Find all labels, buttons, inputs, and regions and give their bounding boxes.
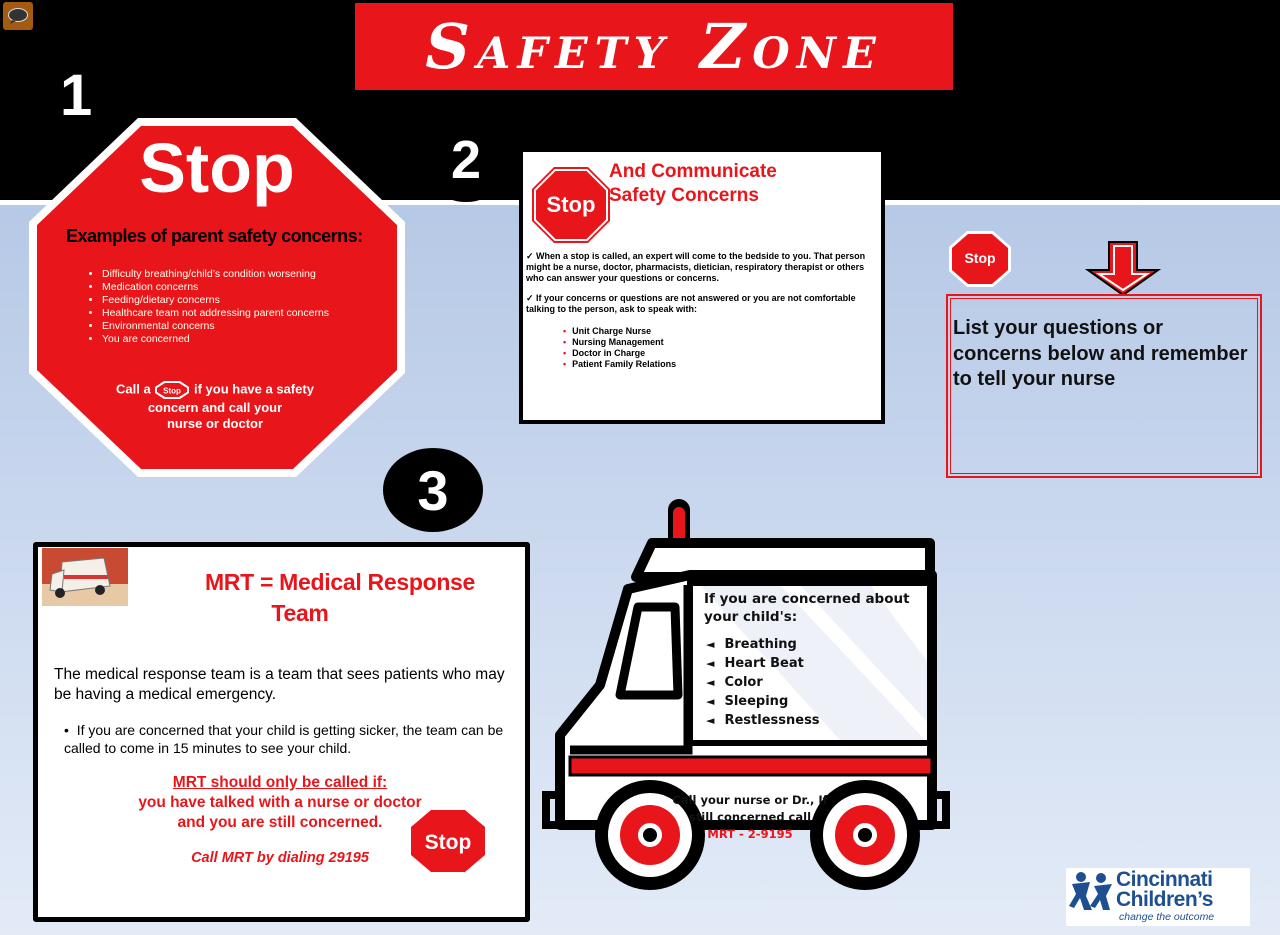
call-line3: nurse or doctor bbox=[166, 416, 264, 431]
step-badge-2 bbox=[420, 118, 512, 202]
heading-line: And Communicate bbox=[609, 161, 777, 182]
mrt-number: MRT - 2-9195 bbox=[707, 827, 793, 841]
logo-name-line2: Children’s bbox=[1116, 888, 1213, 911]
list-item: ◄ Sleeping bbox=[706, 692, 820, 711]
call-prefix: Call a bbox=[116, 381, 151, 397]
mrt-stop-label: Stop bbox=[424, 831, 472, 854]
mrt-conditions bbox=[110, 773, 450, 833]
title-banner bbox=[355, 3, 953, 90]
down-arrow-icon bbox=[1085, 240, 1161, 296]
ambulance-concern-text bbox=[704, 590, 910, 626]
call-line: Call your nurse or Dr., If bbox=[672, 793, 828, 807]
step-badge-3 bbox=[383, 448, 483, 532]
list-item: • Nursing Management bbox=[563, 337, 676, 348]
contacts-list bbox=[563, 326, 676, 370]
comment-button[interactable] bbox=[3, 2, 33, 30]
logo-tagline: change the outcome bbox=[1119, 911, 1215, 923]
toy-ambulance-photo bbox=[42, 548, 128, 606]
concern-line: your child's: bbox=[704, 609, 798, 625]
panel2-stop-label: Stop bbox=[546, 192, 596, 217]
call-stop-instruction bbox=[110, 380, 320, 432]
communicate-heading bbox=[609, 160, 777, 208]
condition-line: and you are still concerned. bbox=[177, 814, 383, 831]
call-suffix: if you have a safety bbox=[193, 381, 314, 397]
concern-line: If you are concerned about bbox=[704, 591, 910, 607]
ambulance-call-text bbox=[665, 792, 835, 843]
escalation-paragraph: ✓ If your concerns or questions are not answered or you are not comfortable talking to the person, ask to speak with: bbox=[526, 293, 856, 314]
list-item: • Patient Family Relations bbox=[563, 359, 676, 370]
list-item: • Difficulty breathing/child’s condition worsening bbox=[102, 268, 329, 281]
step-number-3: 3 bbox=[417, 458, 449, 522]
mrt-dial-instruction: Call MRT by dialing 29195 bbox=[191, 850, 369, 866]
mini-stop-label: Stop bbox=[163, 386, 182, 396]
logo-figures-icon bbox=[1068, 870, 1114, 914]
speech-bubble-icon bbox=[7, 7, 29, 25]
logo-name-line1: Cincinnati bbox=[1116, 868, 1213, 891]
conditions-heading: MRT should only be called if: bbox=[172, 774, 388, 791]
mini-stop-sign bbox=[154, 380, 190, 400]
right-stop-sign bbox=[948, 230, 1012, 288]
list-item: • Doctor in Charge bbox=[563, 348, 676, 359]
mrt-title bbox=[160, 567, 520, 629]
list-item: • Healthcare team not addressing parent concerns bbox=[102, 307, 329, 320]
list-item: ◄ Breathing bbox=[706, 635, 820, 654]
panel2-stop-sign bbox=[531, 166, 611, 244]
list-item: • You are concerned bbox=[102, 333, 329, 346]
title-line: Team bbox=[271, 600, 329, 626]
mrt-bullet: • If you are concerned that your child is getting sicker, the team can be called to come in 15 minutes to see your child. bbox=[64, 722, 504, 756]
notes-instruction: List your questions or concerns below and remember to tell your nurse bbox=[953, 317, 1248, 390]
condition-line: you have talked with a nurse or doctor bbox=[138, 794, 422, 811]
mrt-stop-sign bbox=[407, 806, 489, 876]
heading-line: Safety Concerns bbox=[609, 185, 759, 206]
step-number-2: 2 bbox=[450, 130, 482, 190]
warning-signs-list bbox=[706, 635, 820, 730]
list-item: • Medication concerns bbox=[102, 281, 329, 294]
mrt-description: The medical response team is a team that sees patients who may be having a medical emergency. bbox=[54, 666, 505, 703]
list-item: ◄ Color bbox=[706, 673, 820, 692]
expert-paragraph: ✓ When a stop is called, an expert will come to the bedside to you. That person might be a nurse, doctor, pharmacists, dietician, respiratory therapist or others who can answer your questions or concerns. bbox=[526, 251, 866, 283]
step-number-1: 1 bbox=[60, 63, 93, 128]
concerns-list bbox=[88, 268, 329, 346]
concerns-heading: Examples of parent safety concerns: bbox=[66, 226, 363, 246]
right-stop-label: Stop bbox=[964, 250, 996, 266]
call-line: still concerned call bbox=[688, 810, 812, 824]
call-line2: concern and call your bbox=[147, 400, 283, 415]
list-item: ◄ Restlessness bbox=[706, 711, 820, 730]
list-item: • Environmental concerns bbox=[102, 320, 329, 333]
list-item: ◄ Heart Beat bbox=[706, 654, 820, 673]
list-item: • Unit Charge Nurse bbox=[563, 326, 676, 337]
title-line: MRT = Medical Response bbox=[204, 569, 476, 595]
page-title: Safety Zone bbox=[425, 10, 883, 83]
list-item: • Feeding/dietary concerns bbox=[102, 294, 329, 307]
big-stop-word: Stop bbox=[139, 129, 295, 207]
